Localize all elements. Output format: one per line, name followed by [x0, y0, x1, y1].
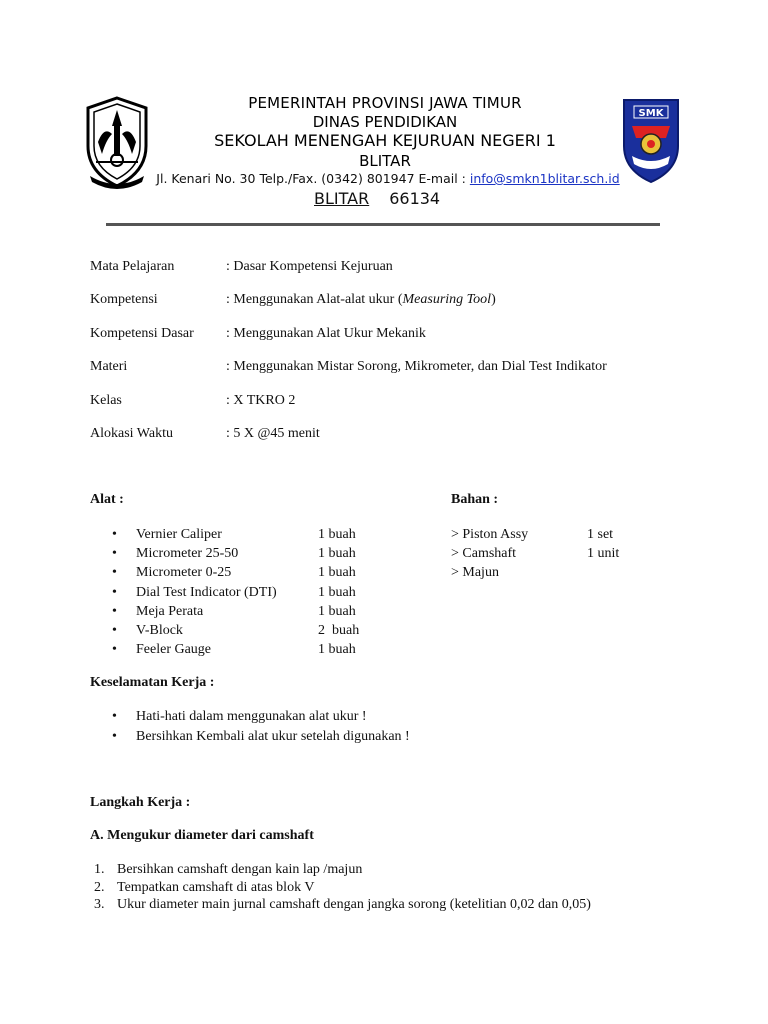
step-text: Tempatkan camshaft di atas blok V	[117, 879, 315, 895]
tool-quantity: 1 buah	[318, 603, 356, 619]
smk-badge-text: SMK	[638, 108, 664, 119]
info-row-time-allocation	[90, 426, 320, 442]
header-divider	[106, 223, 660, 226]
info-label: Kompetensi	[90, 292, 158, 307]
tool-name: Meja Perata	[136, 603, 204, 619]
tool-name: Micrometer 0-25	[136, 565, 232, 581]
procedure-subheading: A. Mengukur diameter dari camshaft	[90, 828, 314, 843]
step-number: 3.	[94, 897, 105, 913]
info-row-class	[90, 393, 295, 409]
tool-name: Vernier Caliper	[136, 527, 222, 542]
bullet-icon: •	[112, 603, 117, 619]
info-value: : X TKRO 2	[226, 393, 296, 408]
city-name: BLITAR	[314, 189, 370, 208]
material-name: > Majun	[451, 565, 499, 581]
info-row-basic-competence	[90, 326, 426, 342]
info-value: : Menggunakan Alat Ukur Mekanik	[226, 326, 426, 341]
safety-text: Bersihkan Kembali alat ukur setelah digunakan !	[136, 729, 410, 744]
info-value: : Menggunakan Alat-alat ukur (Measuring Tool)	[226, 292, 496, 307]
step-number: 1.	[94, 862, 105, 877]
header-school-city: BLITAR	[359, 152, 411, 170]
info-value: : Dasar Kompetensi Kejuruan	[226, 259, 393, 274]
header-department: DINAS PENDIDIKAN	[312, 113, 458, 131]
tool-name: Micrometer 25-50	[136, 546, 239, 562]
step-text: Bersihkan camshaft dengan kain lap /majun	[117, 862, 363, 877]
material-quantity: 1 unit	[587, 546, 620, 562]
step-text: Ukur diameter main jurnal camshaft dengan jangka sorong (ketelitian 0,02 dan 0,05)	[117, 897, 591, 913]
bullet-icon: •	[112, 565, 117, 581]
tool-quantity: 1 buah	[318, 584, 356, 600]
info-label: Kompetensi Dasar	[90, 326, 194, 341]
header-government: PEMERINTAH PROVINSI JAWA TIMUR	[248, 94, 522, 112]
email-link[interactable]: info@smkn1blitar.sch.id	[469, 171, 620, 186]
tool-quantity: 1 buah	[318, 546, 356, 562]
info-label: Mata Pelajaran	[90, 259, 175, 274]
info-value-italic: Measuring Tool	[402, 292, 492, 307]
material-name: > Camshaft	[451, 546, 517, 562]
tool-name: V-Block	[136, 622, 183, 638]
header-school-name: SEKOLAH MENENGAH KEJURUAN NEGERI 1	[214, 131, 556, 150]
bullet-icon: •	[112, 546, 117, 562]
materials-heading: Bahan :	[451, 492, 499, 507]
safety-heading: Keselamatan Kerja :	[90, 675, 215, 690]
header-address	[150, 171, 626, 186]
step-number: 2.	[94, 879, 105, 895]
info-value: : Menggunakan Mistar Sorong, Mikrometer, dan Dial Test Indikator	[226, 359, 607, 374]
header-city-postal	[314, 189, 440, 208]
info-label: Kelas	[90, 393, 122, 408]
tool-name: Dial Test Indicator (DTI)	[136, 584, 277, 600]
info-row-subject	[90, 259, 393, 275]
info-label: Alokasi Waktu	[90, 426, 173, 441]
tools-heading: Alat :	[90, 492, 124, 507]
info-label: Materi	[90, 359, 128, 374]
tool-name: Feeler Gauge	[136, 642, 212, 658]
bullet-icon: •	[112, 527, 117, 542]
info-row-competence	[90, 292, 496, 308]
bullet-icon: •	[112, 642, 117, 658]
info-value: : 5 X @45 menit	[226, 426, 320, 441]
info-row-material	[90, 359, 607, 375]
material-name: > Piston Assy	[451, 527, 529, 542]
east-java-crest-icon	[82, 96, 152, 190]
tool-quantity: 2 buah	[318, 622, 360, 638]
procedure-heading: Langkah Kerja :	[90, 795, 191, 810]
tool-quantity: 1 buah	[318, 642, 356, 658]
safety-text: Hati-hati dalam menggunakan alat ukur !	[136, 709, 367, 724]
bullet-icon: •	[112, 622, 117, 638]
address-text: Jl. Kenari No. 30 Telp./Fax. (0342) 801947 E-mail :	[156, 171, 470, 186]
material-quantity: 1 set	[587, 527, 614, 542]
tool-quantity: 1 buah	[318, 565, 356, 581]
smk-badge-icon	[618, 96, 684, 184]
bullet-icon: •	[112, 584, 117, 600]
bullet-icon: •	[112, 729, 117, 744]
tool-quantity: 1 buah	[318, 527, 356, 542]
postal-code: 66134	[389, 189, 441, 208]
bullet-icon: •	[112, 709, 117, 724]
